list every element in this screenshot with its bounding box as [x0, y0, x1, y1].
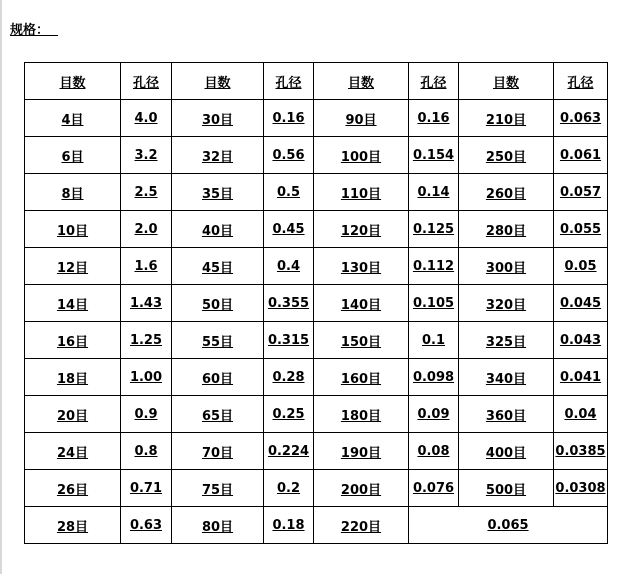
mesh-cell: 260目 — [459, 174, 554, 211]
aperture-cell: 0.041 — [554, 359, 608, 396]
aperture-cell: 1.43 — [121, 285, 172, 322]
mesh-cell: 210目 — [459, 100, 554, 137]
mesh-cell: 26目 — [25, 470, 121, 507]
mesh-cell: 60目 — [172, 359, 264, 396]
aperture-cell: 0.14 — [409, 174, 459, 211]
mesh-cell: 120目 — [314, 211, 409, 248]
aperture-cell: 0.154 — [409, 137, 459, 174]
mesh-cell: 70目 — [172, 433, 264, 470]
mesh-cell: 4目 — [25, 100, 121, 137]
mesh-cell: 160目 — [314, 359, 409, 396]
mesh-cell: 300目 — [459, 248, 554, 285]
aperture-cell: 2.5 — [121, 174, 172, 211]
mesh-cell: 250目 — [459, 137, 554, 174]
mesh-spec-table — [24, 62, 608, 544]
mesh-cell: 190目 — [314, 433, 409, 470]
aperture-cell: 0.105 — [409, 285, 459, 322]
aperture-cell: 0.224 — [264, 433, 314, 470]
aperture-cell: 2.0 — [121, 211, 172, 248]
aperture-cell: 0.055 — [554, 211, 608, 248]
mesh-cell: 325目 — [459, 322, 554, 359]
table-row — [25, 433, 608, 470]
aperture-cell: 0.18 — [264, 507, 314, 544]
header-cell-mesh: 目数 — [314, 63, 409, 100]
spec-heading: 规格： — [10, 23, 59, 38]
aperture-cell: 0.16 — [264, 100, 314, 137]
aperture-cell: 0.063 — [554, 100, 608, 137]
mesh-cell: 90目 — [314, 100, 409, 137]
mesh-cell: 8目 — [25, 174, 121, 211]
mesh-cell: 20目 — [25, 396, 121, 433]
aperture-cell: 0.08 — [409, 433, 459, 470]
aperture-cell: 0.1 — [409, 322, 459, 359]
aperture-cell: 0.043 — [554, 322, 608, 359]
aperture-cell: 0.09 — [409, 396, 459, 433]
mesh-cell: 14目 — [25, 285, 121, 322]
header-row — [25, 63, 608, 100]
mesh-cell: 180目 — [314, 396, 409, 433]
mesh-cell: 12目 — [25, 248, 121, 285]
mesh-cell: 110目 — [314, 174, 409, 211]
mesh-cell: 50目 — [172, 285, 264, 322]
mesh-cell: 45目 — [172, 248, 264, 285]
aperture-cell: 0.71 — [121, 470, 172, 507]
aperture-cell: 0.28 — [264, 359, 314, 396]
mesh-cell: 32目 — [172, 137, 264, 174]
mesh-cell: 40目 — [172, 211, 264, 248]
aperture-cell: 0.8 — [121, 433, 172, 470]
table-row — [25, 322, 608, 359]
table-row — [25, 137, 608, 174]
aperture-cell: 0.061 — [554, 137, 608, 174]
aperture-cell: 0.05 — [554, 248, 608, 285]
header-cell-aperture: 孔径 — [264, 63, 314, 100]
aperture-cell: 0.25 — [264, 396, 314, 433]
aperture-cell: 0.56 — [264, 137, 314, 174]
mesh-cell: 500目 — [459, 470, 554, 507]
table-row — [25, 100, 608, 137]
page-edge — [0, 0, 2, 574]
table-row — [25, 396, 608, 433]
aperture-cell: 0.45 — [264, 211, 314, 248]
mesh-cell: 400目 — [459, 433, 554, 470]
mesh-cell: 75目 — [172, 470, 264, 507]
header-cell-aperture: 孔径 — [409, 63, 459, 100]
mesh-cell: 55目 — [172, 322, 264, 359]
aperture-cell: 0.63 — [121, 507, 172, 544]
mesh-cell: 24目 — [25, 433, 121, 470]
aperture-cell: 0.045 — [554, 285, 608, 322]
mesh-cell: 200目 — [314, 470, 409, 507]
table-row — [25, 470, 608, 507]
aperture-cell: 1.25 — [121, 322, 172, 359]
table-row — [25, 211, 608, 248]
aperture-cell: 0.0385 — [554, 433, 608, 470]
aperture-cell: 0.9 — [121, 396, 172, 433]
header-cell-aperture: 孔径 — [121, 63, 172, 100]
aperture-cell: 0.5 — [264, 174, 314, 211]
aperture-cell: 0.4 — [264, 248, 314, 285]
aperture-cell: 0.16 — [409, 100, 459, 137]
table-row-last — [25, 507, 608, 544]
aperture-cell: 0.098 — [409, 359, 459, 396]
mesh-cell: 280目 — [459, 211, 554, 248]
merged-aperture-cell: 0.065 — [409, 507, 608, 544]
mesh-cell: 16目 — [25, 322, 121, 359]
mesh-cell: 6目 — [25, 137, 121, 174]
aperture-cell: 0.355 — [264, 285, 314, 322]
mesh-cell: 18目 — [25, 359, 121, 396]
aperture-cell: 0.057 — [554, 174, 608, 211]
aperture-cell: 0.2 — [264, 470, 314, 507]
table-row — [25, 248, 608, 285]
mesh-cell: 65目 — [172, 396, 264, 433]
table-row — [25, 359, 608, 396]
table-row — [25, 174, 608, 211]
mesh-cell: 28目 — [25, 507, 121, 544]
aperture-cell: 0.076 — [409, 470, 459, 507]
header-cell-aperture: 孔径 — [554, 63, 608, 100]
aperture-cell: 0.0308 — [554, 470, 608, 507]
table-row — [25, 285, 608, 322]
mesh-cell: 30目 — [172, 100, 264, 137]
aperture-cell: 0.04 — [554, 396, 608, 433]
mesh-cell: 220目 — [314, 507, 409, 544]
mesh-cell: 340目 — [459, 359, 554, 396]
aperture-cell: 1.00 — [121, 359, 172, 396]
header-cell-mesh: 目数 — [25, 63, 121, 100]
mesh-cell: 360目 — [459, 396, 554, 433]
mesh-cell: 10目 — [25, 211, 121, 248]
header-cell-mesh: 目数 — [172, 63, 264, 100]
aperture-cell: 0.315 — [264, 322, 314, 359]
aperture-cell: 0.125 — [409, 211, 459, 248]
aperture-cell: 0.112 — [409, 248, 459, 285]
mesh-cell: 80目 — [172, 507, 264, 544]
header-cell-mesh: 目数 — [459, 63, 554, 100]
mesh-cell: 100目 — [314, 137, 409, 174]
mesh-cell: 35目 — [172, 174, 264, 211]
mesh-cell: 130目 — [314, 248, 409, 285]
aperture-cell: 1.6 — [121, 248, 172, 285]
mesh-cell: 140目 — [314, 285, 409, 322]
mesh-cell: 150目 — [314, 322, 409, 359]
aperture-cell: 4.0 — [121, 100, 172, 137]
aperture-cell: 3.2 — [121, 137, 172, 174]
mesh-cell: 320目 — [459, 285, 554, 322]
